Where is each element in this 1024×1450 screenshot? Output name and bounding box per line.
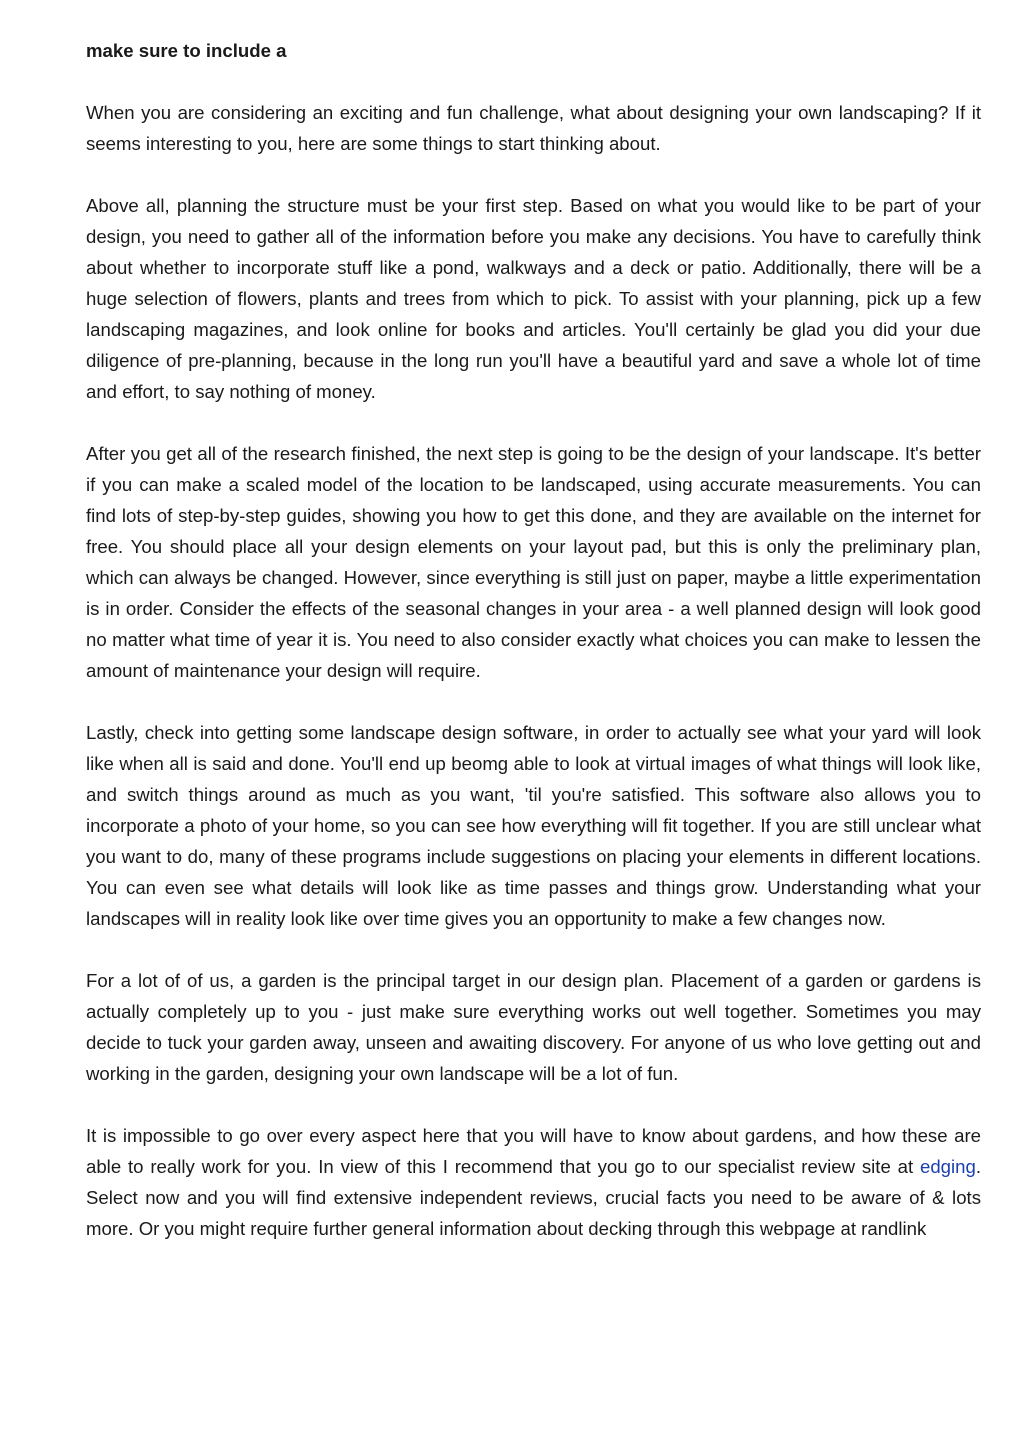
document-page [86,36,981,1244]
paragraph-closing [86,1120,981,1244]
document-heading: make sure to include a [86,40,287,61]
paragraph-intro: When you are considering an exciting and fun challenge, what about designing your own landscaping? If it seems interesting to you, here are some things to start thinking about. [86,102,981,154]
closing-text-after-link: . Select now and you will find extensive independent reviews, crucial facts you need to be aware of & lots more. Or you might require further general information about decking through this webpage at randlink [86,1156,981,1239]
paragraph-software: Lastly, check into getting some landscape design software, in order to actually see what your yard will look like when all is said and done. You'll end up beomg able to look at virtual images of what things will look like, and switch things around as much as you want, 'til you're satisfied. This software also allows you to incorporate a photo of your home, so you can see how everything will fit together. If you are still unclear what you want to do, many of these programs include suggestions on placing your elements in different locations. You can even see what details will look like as time passes and things grow. Understanding what your landscapes will in reality look like over time gives you an opportunity to make a few changes now. [86,722,981,929]
paragraph-design: After you get all of the research finished, the next step is going to be the design of your landscape. It's better if you can make a scaled model of the location to be landscaped, using accurate measurements. You can find lots of step-by-step guides, showing you how to get this done, and they are available on the internet for free. You should place all your design elements on your layout pad, but this is only the preliminary plan, which can always be changed. However, since everything is still just on paper, maybe a little experimentation is in order. Consider the effects of the seasonal changes in your area - a well planned design will look good no matter what time of year it is. You need to also consider exactly what choices you can make to lessen the amount of maintenance your design will require. [86,443,981,681]
paragraph-planning: Above all, planning the structure must be your first step. Based on what you would like to be part of your design, you need to gather all of the information before you make any decisions. You have to carefully think about whether to incorporate stuff like a pond, walkways and a deck or patio. Additionally, there will be a huge selection of flowers, plants and trees from which to pick. To assist with your planning, pick up a few landscaping magazines, and look online for books and articles. You'll certainly be glad you did your due diligence of pre-planning, because in the long run you'll have a beautiful yard and save a whole lot of time and effort, to say nothing of money. [86,195,981,402]
closing-text-before-link: It is impossible to go over every aspect here that you will have to know about gardens, and how these are able to really work for you. In view of this I recommend that you go to our specialist review site at [86,1125,981,1177]
paragraph-garden: For a lot of of us, a garden is the principal target in our design plan. Placement of a garden or gardens is actually completely up to you - just make sure everything works out well together. Sometimes you may decide to tuck your garden away, unseen and awaiting discovery. For anyone of us who love getting out and working in the garden, designing your own landscape will be a lot of fun. [86,970,981,1084]
edging-link[interactable]: edging [919,1156,976,1177]
